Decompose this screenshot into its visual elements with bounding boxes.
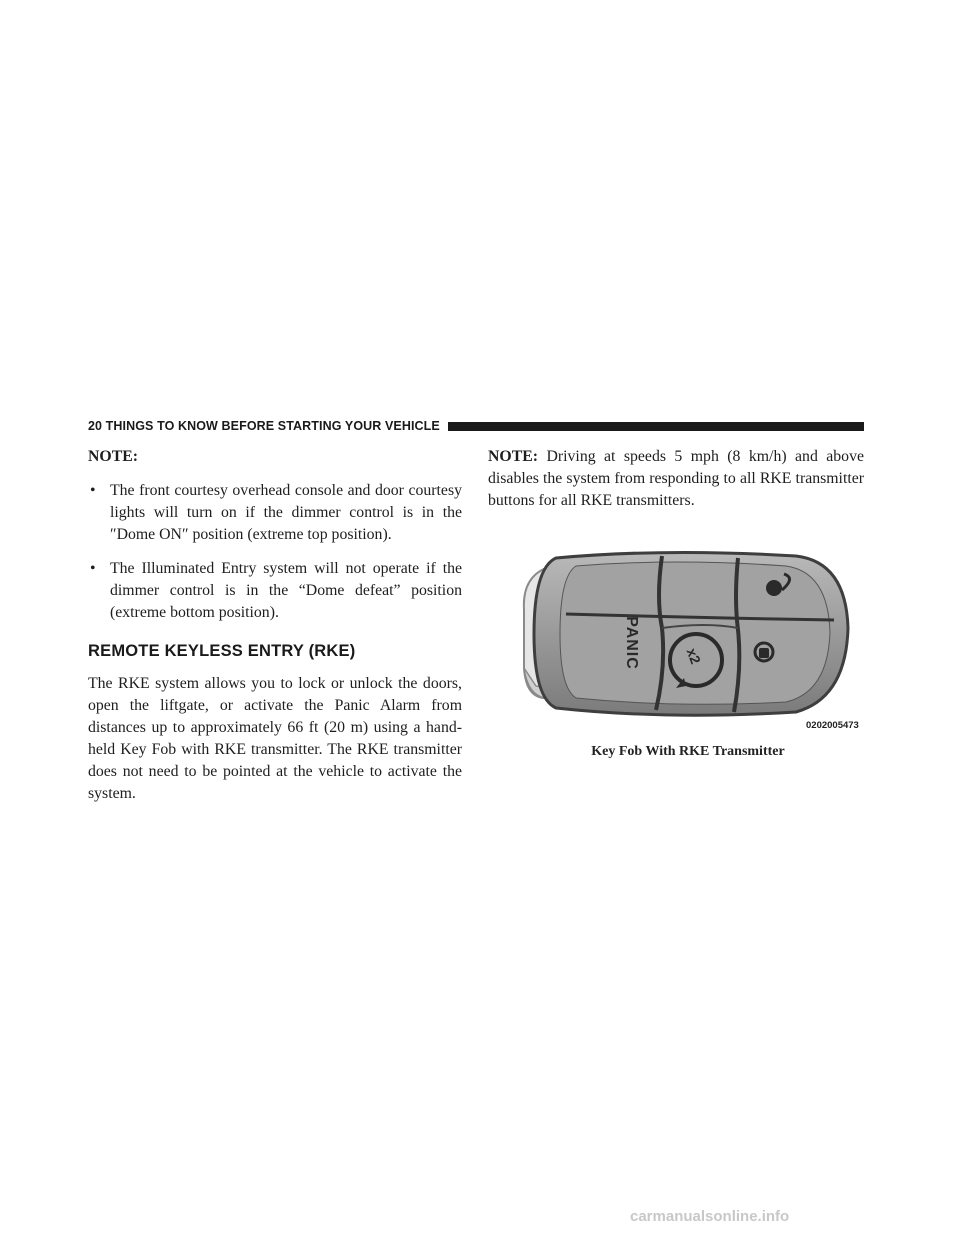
bullet-item: [88, 480, 462, 546]
note-label: NOTE:: [488, 448, 539, 465]
remote-start-label: x2: [683, 645, 704, 667]
note-text: Driving at speeds 5 mph (8 km/h) and above disables the system from responding to all RKE transmitter buttons for all RKE transmitters.: [488, 448, 864, 509]
panic-button-label: PANIC: [622, 616, 640, 670]
rke-paragraph: The RKE system allows you to lock or unlock the doors, open the liftgate, or activate the Panic Alarm from distances up to approximately 66 ft (20 m) using a hand-held Key Fob with RKE transmitter. The RKE transmitter does not need to be pointed at the vehicle to activate the system.: [88, 675, 462, 802]
note-label: NOTE:: [88, 448, 139, 465]
bullet-dot: •: [90, 560, 96, 577]
speed-note: [488, 446, 864, 512]
figure-id: 0202005473: [806, 720, 859, 731]
watermark-text: carmanualsonline.info: [630, 1208, 790, 1225]
bullet-text: The Illuminated Entry system will not operate if the dimmer control is in the “Dome defeat” position (extreme bottom position).: [110, 560, 462, 621]
bullet-dot: •: [90, 482, 96, 499]
left-column: [88, 446, 462, 805]
right-column: [488, 446, 864, 512]
figure-caption: Key Fob With RKE Transmitter: [591, 744, 785, 759]
key-fob-illustration: [516, 548, 866, 748]
bullet-text: The front courtesy overhead console and door courtesy lights will turn on if the dimmer control is in the ″Dome ON″ position (extreme top position).: [110, 482, 462, 543]
bullet-item: [88, 558, 462, 624]
section-heading: REMOTE KEYLESS ENTRY (RKE): [88, 642, 356, 660]
header-rule: [448, 422, 864, 431]
page-header: [88, 418, 864, 434]
page-title: 20 THINGS TO KNOW BEFORE STARTING YOUR VEHICLE: [88, 419, 440, 433]
